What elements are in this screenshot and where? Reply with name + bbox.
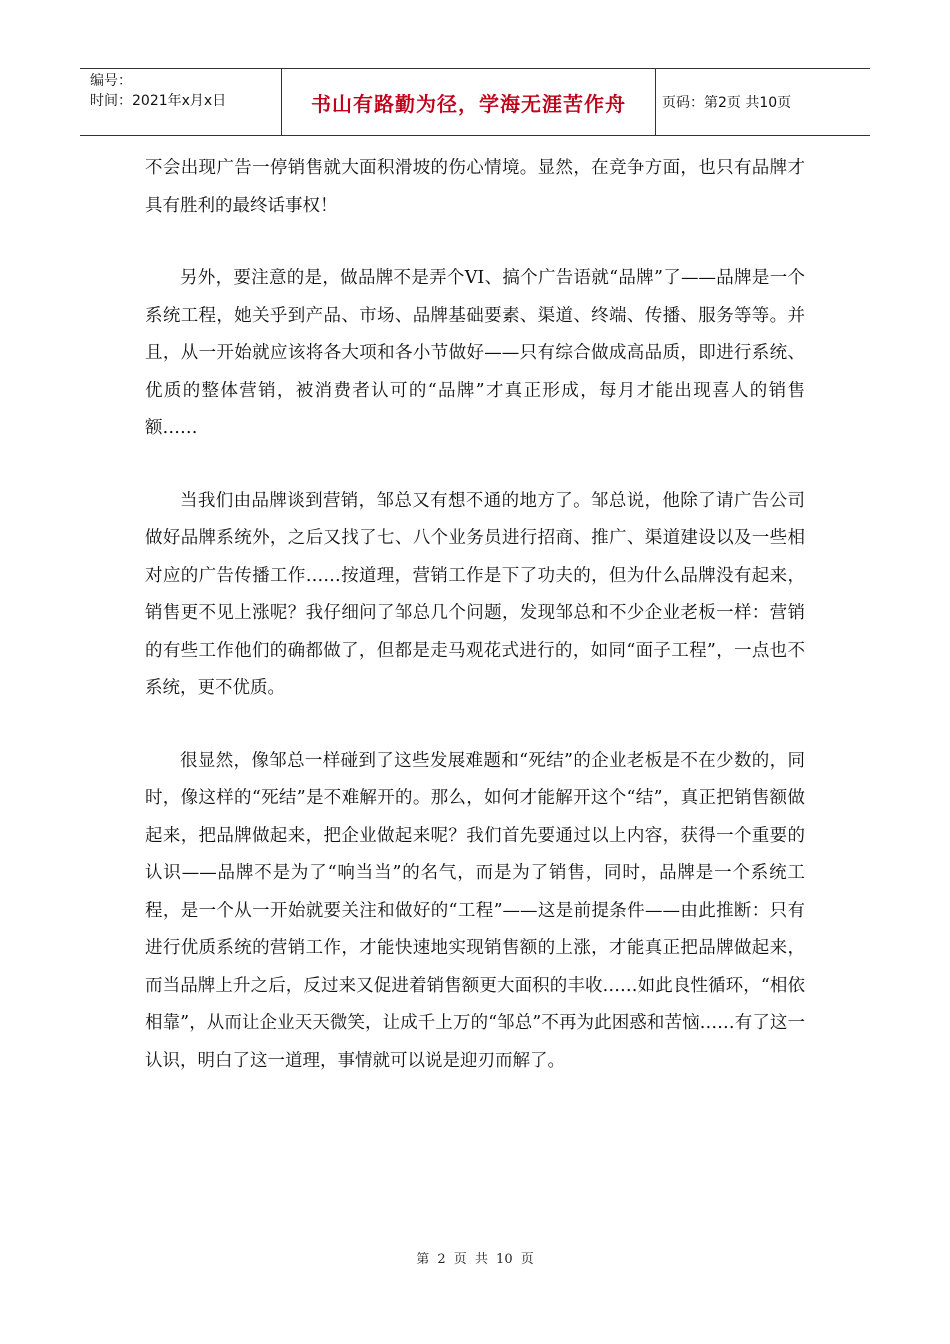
- document-number: 编号：: [90, 73, 132, 89]
- header-meta: [80, 69, 282, 135]
- paragraph-continuation: 不会出现广告一停销售就大面积滑坡的伤心情境。显然，在竞争方面，也只有品牌才具有胜利的最终话事权！: [145, 158, 805, 216]
- header-page-info: 页码：第2页 共10页: [662, 95, 792, 111]
- page-footer: 第 2 页 共 10 页: [416, 1252, 534, 1267]
- page-header: [80, 68, 870, 136]
- header-motto: 书山有路勤为径，学海无涯苦作舟: [282, 69, 656, 135]
- document-body: [145, 150, 805, 1115]
- document-date: 时间：2021年x月x日: [90, 93, 227, 109]
- paragraph: 另外，要注意的是，做品牌不是弄个VI、搞个广告语就“品牌”了——品牌是一个系统工程，她关乎到产品、市场、品牌基础要素、渠道、终端、传播、服务等等。并且，从一开始就应该将各大项和各小节做好——只有综合做成高品质，即进行系统、优质的整体营销，被消费者认可的“品牌”才真正形成，每月才能出现喜人的销售额……: [145, 268, 805, 438]
- paragraph: 很显然，像邹总一样碰到了这些发展难题和“死结”的企业老板是不在少数的，同时，像这样的“死结”是不难解开的。那么，如何才能解开这个“结”，真正把销售额做起来，把品牌做起来，把企业做起来呢？我们首先要通过以上内容，获得一个重要的认识——品牌不是为了“响当当”的名气，而是为了销售，同时，品牌是一个系统工程，是一个从一开始就要关注和做好的“工程”——这是前提条件——由此推断：只有进行优质系统的营销工作，才能快速地实现销售额的上涨，才能真正把品牌做起来，而当品牌上升之后，反过来又促进着销售额更大面积的丰收……如此良性循环，“相依相靠”，从而让企业天天微笑，让成千上万的“邹总”不再为此困惑和苦恼……有了这一认识，明白了这一道理，事情就可以说是迎刃而解了。: [145, 750, 805, 1071]
- paragraph: 当我们由品牌谈到营销，邹总又有想不通的地方了。邹总说，他除了请广告公司做好品牌系统外，之后又找了七、八个业务员进行招商、推广、渠道建设以及一些相对应的广告传播工作……按道理，营销工作是下了功夫的，但为什么品牌没有起来，销售更不见上涨呢？我仔细问了邹总几个问题，发现邹总和不少企业老板一样：营销的有些工作他们的确都做了，但都是走马观花式进行的，如同“面子工程”，一点也不系统，更不优质。: [145, 490, 805, 698]
